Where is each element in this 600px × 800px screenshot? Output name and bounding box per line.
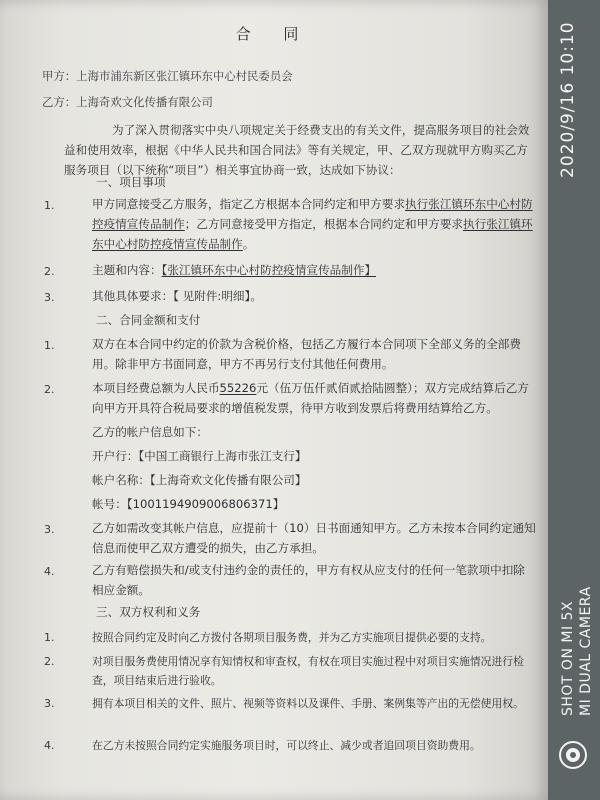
clause-3-1: 按照合同约定及时向乙方拨付各期项目服务费，并为乙方实施项目提供必要的支持。 [92, 631, 492, 644]
clause-text: 元（伍万伍仟贰佰贰拾陆圆整）；双方完成结算后乙方向甲方开具符合税局要求的增值税发票，待甲方收到发票后将费用结算给乙方。 [92, 381, 529, 415]
section-3-heading: 三、双方权利和义务 [96, 605, 201, 619]
clause-3-4: 在乙方未按照合同约定实施服务项目时，可以终止、减少或者追回项目资助费用。 [92, 739, 481, 752]
camera-watermark-line-1: SHOT ON MI 5X [560, 600, 576, 716]
clause-3-3: 拥有本项目相关的文件、照片、视频等资料以及课件、手册、案例集等产出的无偿使用权。 [92, 697, 524, 710]
account-number-value: 【1001194909006806371】 [126, 497, 285, 511]
mi-camera-logo-icon [558, 740, 588, 770]
account-name-value: 【上海奇欢文化传播有限公司】 [149, 473, 307, 487]
clause-1-3 [92, 286, 262, 306]
party-b: 乙方：上海奇欢文化传播有限公司 [42, 95, 213, 109]
section-2-heading: 二、合同金额和支付 [96, 313, 201, 327]
clause-number: 1. [44, 631, 55, 644]
party-a: 甲方：上海市浦东新区张江镇环东中心村民委员会 [42, 69, 293, 83]
clause-number: 3. [44, 697, 55, 710]
clause-text: ；乙方同意接受甲方指定，根据本合同约定和甲方要求 [184, 217, 464, 231]
clause-number: 2. [44, 383, 55, 396]
clause-2-4: 乙方有赔偿损失和/或支付违约金的责任的，甲方有权从应支付的任何一笔款项中扣除相应金额。 [92, 563, 525, 597]
clause-number: 2. [44, 265, 55, 278]
clause-label: 其他具体要求： [92, 289, 174, 303]
clause-number: 1. [44, 199, 55, 212]
clause-number: 3. [44, 523, 55, 536]
underlined-project-name: 执行张江镇环东中心村防控疫情宣传品制作 [92, 197, 533, 231]
section-1-heading: 一、项目事项 [96, 175, 166, 189]
underlined-project-name: 执行张江镇环东中心村防控疫情宣传品制作 [92, 217, 533, 251]
clause-number: 2. [44, 655, 55, 668]
requirement-value: 【 见附件:明细】。 [173, 289, 262, 303]
topic-value: 【张江镇环东中心村防控疫情宣传品制作】 [161, 263, 377, 277]
clause-number: 4. [44, 565, 55, 578]
clause-number: 4. [44, 739, 55, 752]
clause-number: 3. [44, 291, 55, 304]
account-name-line [92, 470, 307, 490]
clause-3-2: 对项目服务费使用情况享有知情权和审查权，有权在项目实施过程中对项目实施情况进行检查，项目结束后进行验收。 [92, 655, 524, 687]
camera-watermark-line-2: MI DUAL CAMERA [578, 586, 594, 716]
account-name-label: 帐户名称： [92, 473, 150, 487]
clause-2-2 [92, 378, 536, 418]
intro-paragraph: 为了深入贯彻落实中央八项规定关于经费支出的有关文件，提高服务项目的社会效益和使用效率，根据《中华人民共和国合同法》等有关规定，甲、乙双方现就甲方购买乙方服务项目（以下统称“项目”）相关事宜协商一致，达成如下协议： [64, 123, 530, 177]
clause-1-2 [92, 260, 376, 280]
bank-line [92, 446, 307, 466]
bank-label: 开户行： [92, 449, 139, 463]
bank-value: 【中国工商银行上海市张江支行】 [138, 449, 307, 463]
contract-title: 合 同 [235, 25, 313, 43]
clause-label: 主题和内容： [92, 263, 162, 277]
clause-2-3: 乙方如需改变其帐户信息，应提前十（10）日书面通知甲方。乙方未按本合同约定通知信息而使甲乙双方遭受的损失，由乙方承担。 [92, 521, 536, 555]
amount-value: 55226 [219, 381, 257, 395]
clause-text: 本项目经费总额为人民币 [92, 381, 220, 395]
account-number-line [92, 494, 284, 514]
clause-2-1: 双方在本合同中约定的价款为含税价格，包括乙方履行本合同项下全部义务的全部费用。除非甲方书面同意，甲方不再另行支付其他任何费用。 [92, 337, 521, 371]
clause-number: 1. [44, 339, 55, 352]
clause-text: 。 [242, 237, 255, 251]
account-number-label: 帐号： [92, 497, 127, 511]
account-intro: 乙方的帐户信息如下： [92, 425, 208, 439]
date-stamp: 2020/9/16 10:10 [558, 21, 578, 178]
clause-text: 甲方同意接受乙方服务，指定乙方根据本合同约定和甲方要求 [92, 197, 406, 211]
clause-1-1 [92, 194, 536, 254]
